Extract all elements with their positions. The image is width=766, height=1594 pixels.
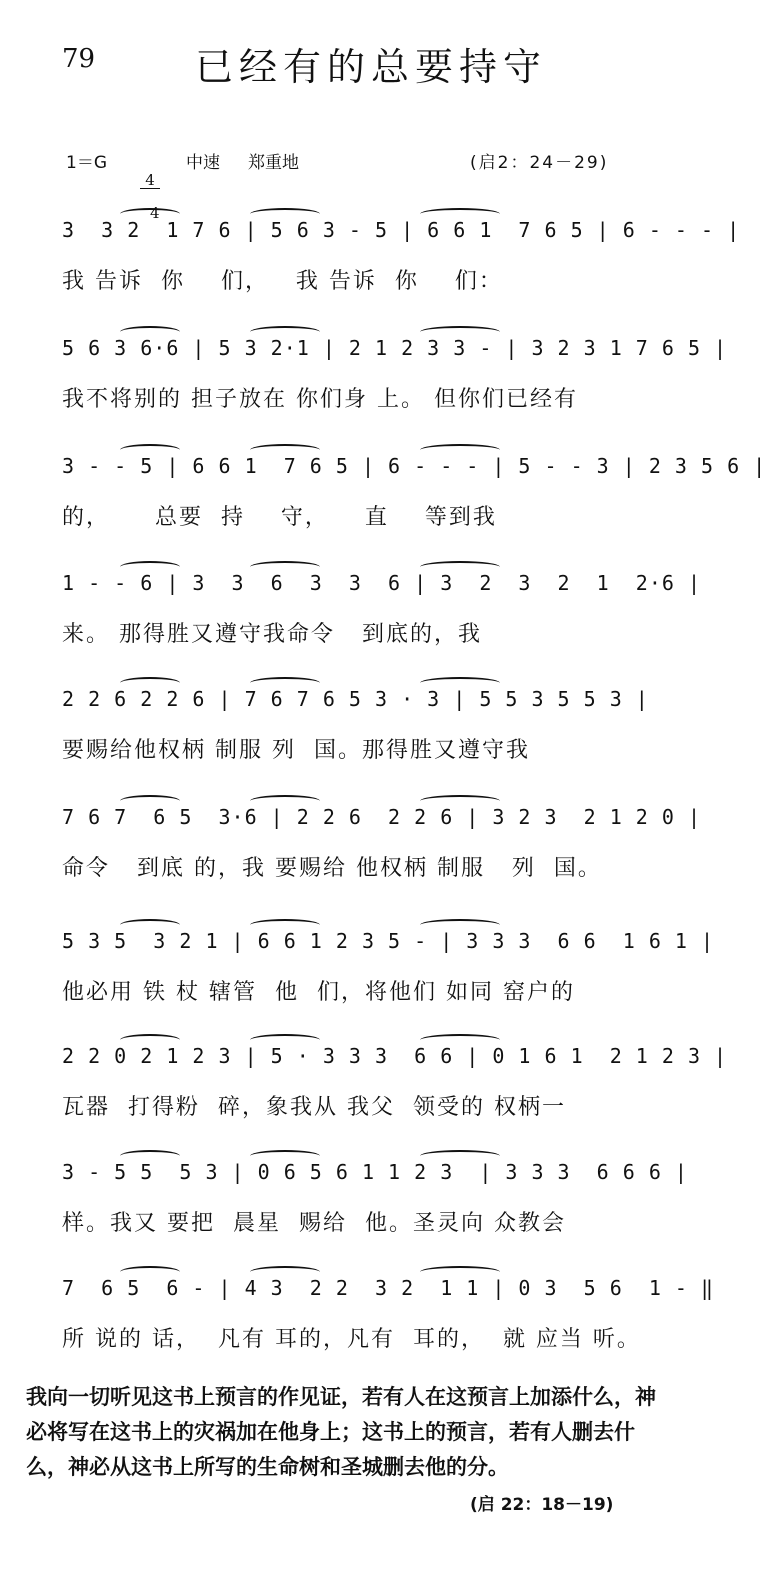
slur-mark (120, 919, 180, 931)
notation-line: 3 3 2 1 7 6 | 5 6 3 - 5 | 6 6 1 7 6 5 | 6 - - - | (62, 218, 741, 242)
slur-mark (420, 561, 500, 573)
lyrics-line: 要赐给他权柄 制服 列 国。那得胜又遵守我 (62, 738, 530, 763)
lyrics-line: 命令 到底 的，我 要赐给 他权柄 制服 列 国。 (62, 856, 602, 881)
slur-mark (250, 208, 320, 220)
slur-mark (420, 677, 500, 689)
scripture-reference: (启2：24－29) (470, 153, 609, 173)
time-signature-top: 4 (140, 172, 160, 189)
slur-mark (120, 326, 180, 338)
expression-marking: 郑重地 (248, 153, 299, 173)
slur-mark (420, 208, 500, 220)
slur-mark (420, 1034, 500, 1046)
slur-mark (120, 795, 180, 807)
tempo-marking: 中速 (186, 153, 220, 173)
slur-mark (420, 1150, 500, 1162)
notation-line: 3 - 5 5 5 3 | 0 6 5 6 1 1 2 3 | 3 3 3 6 6 6 | (62, 1160, 688, 1184)
slur-mark (120, 1150, 180, 1162)
lyrics-line: 样。我又 要把 晨星 赐给 他。圣灵向 众教会 (62, 1211, 566, 1236)
lyrics-line: 我不将别的 担子放在 你们身 上。 但你们已经有 (62, 387, 578, 412)
key-signature: 1＝G (66, 153, 107, 173)
lyrics-line: 瓦器 打得粉 碎，象我从 我父 领受的 权柄一 (62, 1095, 566, 1120)
slur-mark (250, 444, 320, 456)
slur-mark (250, 919, 320, 931)
footer-scripture-reference: (启 22：18－19) (470, 1495, 614, 1515)
slur-mark (420, 326, 500, 338)
slur-mark (120, 1034, 180, 1046)
slur-mark (120, 677, 180, 689)
time-signature-bottom: 4 (150, 204, 160, 222)
slur-mark (420, 1266, 500, 1278)
lyrics-line: 的， 总要 持 守， 直 等到我 (62, 505, 497, 530)
lyrics-line: 我 告诉 你 们， 我 告诉 你 们： (62, 269, 503, 294)
notation-line: 5 3 5 3 2 1 | 6 6 1 2 3 5 - | 3 3 3 6 6 1 6 1 | (62, 929, 715, 953)
hymn-title: 已经有的总要持守 (195, 45, 548, 89)
lyrics-line: 来。 那得胜又遵守我命令 到底的，我 (62, 622, 482, 647)
slur-mark (250, 677, 320, 689)
slur-mark (250, 1034, 320, 1046)
slur-mark (120, 561, 180, 573)
slur-mark (250, 1150, 320, 1162)
slur-mark (250, 795, 320, 807)
notation-line: 7 6 7 6 5 3·6 | 2 2 6 2 2 6 | 3 2 3 2 1 2 0 | (62, 805, 702, 829)
lyrics-line: 他必用 铁 杖 辖管 他 们，将他们 如同 窑户的 (62, 980, 575, 1005)
slur-mark (250, 1266, 320, 1278)
slur-mark (250, 561, 320, 573)
slur-mark (120, 208, 180, 220)
slur-mark (420, 795, 500, 807)
slur-mark (120, 444, 180, 456)
notation-line: 3 - - 5 | 6 6 1 7 6 5 | 6 - - - | 5 - - 3 | 2 3 5 6 | (62, 454, 766, 478)
lyrics-line: 所 说的 话， 凡有 耳的，凡有 耳的， 就 应当 听。 (62, 1327, 641, 1352)
hymn-number: 79 (62, 44, 96, 74)
notation-line: 7 6 5 6 - | 4 3 2 2 3 2 1 1 | 0 3 5 6 1 - ‖ (62, 1276, 715, 1300)
footer-scripture-text: 我向一切听见这书上预言的作见证，若有人在这预言上加添什么，神必将写在这书上的灾祸加在他身上；这书上的预言，若有人删去什么，神必从这书上所写的生命树和圣城删去他的分。 (26, 1385, 656, 1479)
slur-mark (420, 444, 500, 456)
notation-line: 2 2 0 2 1 2 3 | 5 · 3 3 3 6 6 | 0 1 6 1 2 1 2 3 | (62, 1044, 728, 1068)
notation-line: 2 2 6 2 2 6 | 7 6 7 6 5 3 · 3 | 5 5 3 5 5 3 | (62, 687, 649, 711)
notation-line: 5 6 3 6·6 | 5 3 2·1 | 2 1 2 3 3 - | 3 2 3 1 7 6 5 | (62, 336, 728, 360)
slur-mark (120, 1266, 180, 1278)
notation-line: 1 - - 6 | 3 3 6 3 3 6 | 3 2 3 2 1 2·6 | (62, 571, 702, 595)
slur-mark (420, 919, 500, 931)
slur-mark (250, 326, 320, 338)
